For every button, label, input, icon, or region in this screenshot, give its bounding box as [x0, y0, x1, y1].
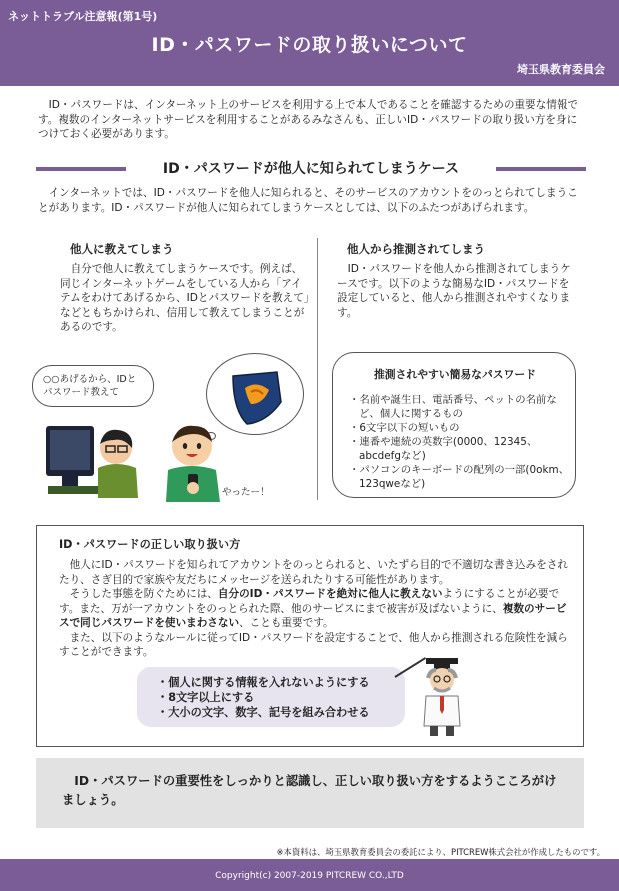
handling-paragraph-3: また、以下のようなルールに従ってID・パスワードを設定することで、他人から推測される危険性を減らすことができます。	[59, 631, 568, 658]
emphasis-text: 複数のサービスで同じパスワードを使いまわさない	[59, 602, 567, 629]
text-span: 、ことも重要です。	[239, 617, 334, 629]
boy-smartphone-illustration	[158, 420, 228, 502]
yatta-caption: やったー！	[222, 487, 270, 498]
case-intro-paragraph: インターネットでは、ID・パスワードを他人に知られると、そのサービスのアカウントをのっとられてしまうことがあります。ID・パスワードが他人に知られてしまうケースとしては、以下のふたつがあげられます。	[38, 187, 578, 214]
list-item: ・大小の文字、数字、記号を組み合わせる	[157, 706, 370, 719]
column-divider	[317, 238, 318, 500]
case-left-title: 他人に教えてしまう	[70, 242, 174, 256]
list-item: ・6文字以下の短いもの	[349, 422, 460, 434]
issue-label: ネットトラブル注意報(第1号)	[8, 10, 158, 23]
text-span: ようにすることが必要です。また、万が一アカウントをのっとられた際、他のサービスにまで被害が及ばないように、	[59, 588, 560, 615]
case-right-title: 他人から推測されてしまう	[347, 242, 485, 256]
speech-bubble: ○○あげるから、IDとパスワード教えて	[32, 365, 154, 407]
computer-user-illustration	[44, 418, 140, 498]
credit-note: ※本資料は、埼玉県教育委員会の委託により、PITCREW株式会社が作成したものです。	[276, 847, 605, 857]
page-title: ID・パスワードの取り扱いについて	[151, 34, 468, 56]
list-item: ・名前や誕生日、電話番号、ペットの名前など、個人に関するもの	[349, 394, 557, 420]
rules-box	[137, 667, 405, 727]
case-left-text: 自分で他人に教えてしまうケースです。例えば、同じインターネットゲームをしている人から「アイテムをわけてあげるから、IDとパスワードを教えて」などともちかけられ、信用して教えてしまうことがあるのです。	[60, 263, 310, 333]
weak-password-box	[332, 352, 576, 498]
list-item: ・8文字以上にする	[157, 691, 255, 704]
weak-password-list	[349, 393, 571, 491]
rules-list	[137, 667, 405, 720]
handling-title: ID・パスワードの正しい取り扱い方	[59, 538, 241, 551]
handling-paragraph-2	[59, 587, 574, 631]
publisher-label: 埼玉県教育委員会	[517, 63, 605, 76]
page-footer: Copyright(c) 2007-2019 PITCREW CO.,LTD	[0, 859, 619, 891]
section-heading	[36, 158, 586, 178]
emphasis-text: 自分のID・パスワードを絶対に他人に教えない	[217, 588, 443, 600]
teacher-pointer-illustration	[412, 658, 472, 738]
page-header	[0, 0, 619, 86]
intro-paragraph: ID・パスワードは、インターネット上のサービスを利用する上で本人であることを確認するための重要な情報です。複数のインターネットサービスを利用することがあるみなさんも、正しいID・パスワードの取り扱い方を身につけておく必要があります。	[38, 99, 579, 140]
heading-bar-right	[496, 167, 586, 171]
closing-box	[36, 758, 584, 828]
list-item: ・パソコンのキーボードの配列の一部(0okm、123qweなど)	[349, 464, 569, 490]
section-heading-text: ID・パスワードが他人に知られてしまうケース	[162, 161, 460, 177]
weak-password-title: 推測されやすい簡易なパスワード	[374, 368, 536, 381]
case-right-text: ID・パスワードを他人から推測されてしまうケースです。以下のような簡易なID・パスワードを設定していると、他人から推測されやすくなります。	[337, 263, 571, 319]
list-item: ・個人に関する情報を入れないようにする	[157, 676, 370, 689]
handling-paragraph-1: 他人にID・パスワードを知られてアカウントをのっとられると、いたずら目的で不適切な書き込みをされたり、さぎ目的で家族や友だちにメッセージを送られたりする可能性があります。	[59, 559, 568, 586]
handling-body	[59, 558, 574, 660]
list-item: ・連番や連続の英数字(0000、12345、abcdefgなど)	[349, 436, 538, 462]
text-span: そうした事態を防ぐためには、	[69, 588, 218, 600]
closing-message: ID・パスワードの重要性をしっかりと認識し、正しい取り扱い方をするようこころがけましょう。	[62, 774, 557, 807]
